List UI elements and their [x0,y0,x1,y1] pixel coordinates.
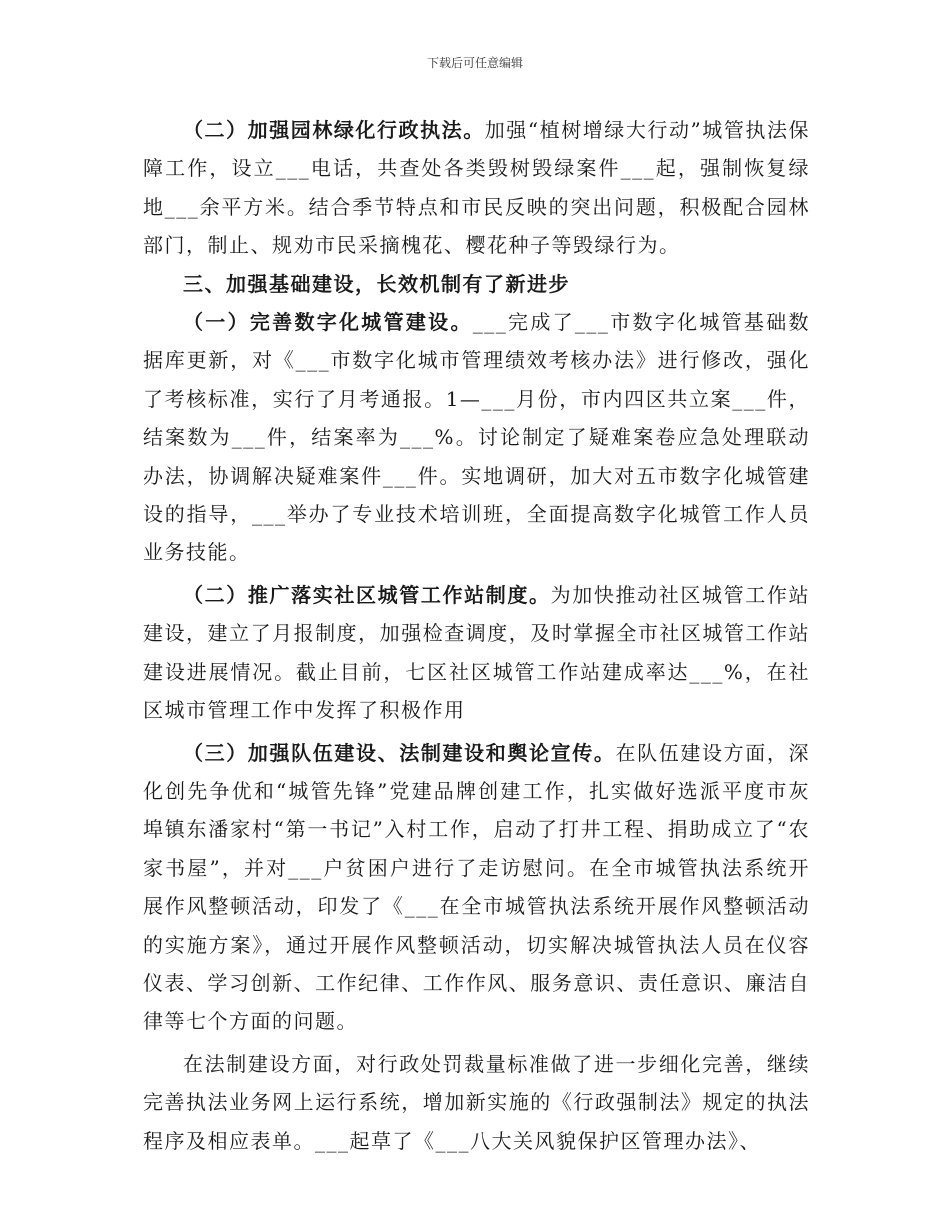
paragraph-text: 加强“植树增绿大行动”城管执法保障工作，设立___电话，共查处各类毁树毁绿案件___起，强制恢复绿地___余平方米。结合季节特点和市民反映的突出问题，积极配合园林部门，制止、规劝市民采摘槐花、樱花种子等毁绿行为。 [143,118,810,258]
paragraph-team-building [143,734,810,1041]
paragraph-legal-construction [143,1045,810,1160]
paragraph-lead: （二）推广落实社区城管工作站制度。 [183,582,551,607]
paragraph-community-stations [143,576,810,730]
paragraph-greening-enforcement [143,111,810,265]
paragraph-text: 在法制建设方面，对行政处罚裁量标准做了进一步细化完善，继续完善执法业务网上运行系统，增加新实施的《行政强制法》规定的执法程序及相应表单。___起草了《___八大关风貌保护区管理办法》、 [143,1051,810,1153]
paragraph-text: 在队伍建设方面，深化创先争优和“城管先锋”党建品牌创建工作，扎实做好选派平度市灰埠镇东潘家村“第一书记”入村工作，启动了打井工程、捐助成立了“农家书屋”，并对___户贫困户进行了走访慰问。在全市城管执法系统开展作风整顿活动，印发了《___在全市城管执法系统开展作风整顿活动的实施方案》，通过开展作风整顿活动，切实解决城管执法人员在仪容仪表、学习创新、工作纪律、工作作风、服务意识、责任意识、廉洁自律等七个方面的问题。 [143,740,810,1034]
paragraph-lead: （三）加强队伍建设、法制建设和舆论宣传。 [183,740,616,765]
paragraph-lead: （二）加强园林绿化行政执法。 [183,118,485,142]
paragraph-text: 为加快推动社区城管工作站建设，建立了月报制度，加强检查调度，及时掌握全市社区城管工作站建设进展情况。截止目前，七区社区城管工作站建成率达___%，在社区城市管理工作中发挥了积极作用 [143,582,810,723]
page-header: 下载后可任意编辑 [426,56,523,70]
paragraph-text: ___完成了___市数字化城管基础数据库更新，对《___市数字化城市管理绩效考核办法》进行修改，强化了考核标准，实行了月考通报。1—___月份，市内四区共立案___件，结案数为___件，结案率为___%。讨论制定了疑难案卷应急处理联动办法，协调解决疑难案件___件。实地调研，加大对五市数字化城管建设的指导，___举办了专业技术培训班，全面提高数字化城管工作人员业务技能。 [143,310,810,565]
paragraph-digital-management [143,303,810,572]
document-body [143,111,810,1160]
section-heading: 三、加强基础建设，长效机制有了新进步 [183,271,570,296]
paragraph-lead: （一）完善数字化城管建设。 [183,310,473,335]
